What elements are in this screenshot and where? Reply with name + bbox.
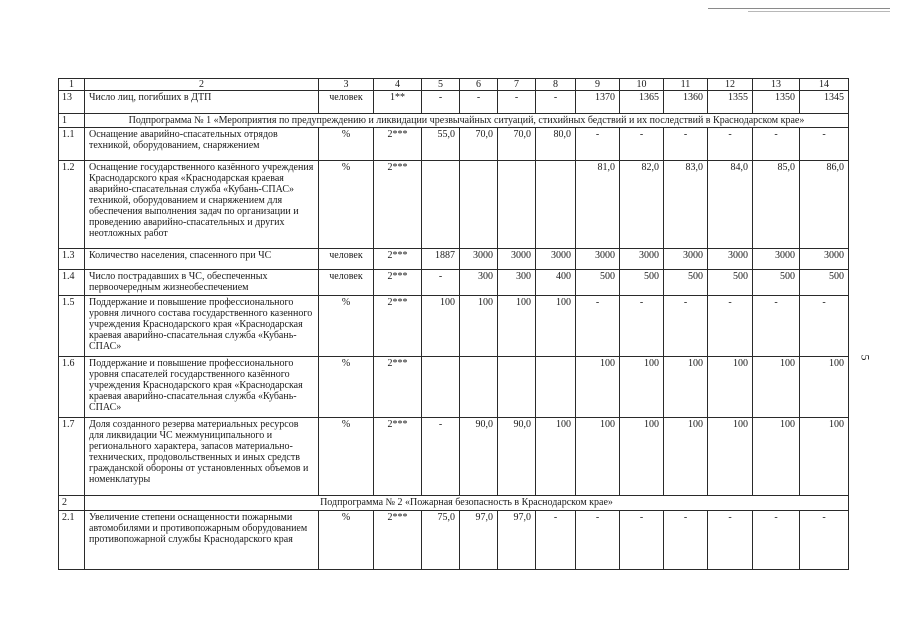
value-cell: 100 (620, 418, 664, 496)
value-cell: - (708, 511, 753, 570)
status-cell: 2*** (374, 128, 422, 161)
value-cell: - (800, 128, 849, 161)
value-cell: 90,0 (498, 418, 536, 496)
row-2-1 (59, 511, 849, 570)
value-cell: 1887 (422, 249, 460, 270)
row-number-cell: 1 (59, 114, 85, 128)
value-cell (498, 161, 536, 249)
value-cell: 100 (422, 296, 460, 357)
value-cell: 100 (664, 357, 708, 418)
value-cell: 100 (536, 296, 576, 357)
page-number: 5 (858, 354, 873, 361)
row-1-7 (59, 418, 849, 496)
value-cell: 300 (498, 270, 536, 296)
header-cell: 11 (664, 79, 708, 91)
value-cell: 3000 (460, 249, 498, 270)
unit-cell: % (319, 357, 374, 418)
row-number-cell: 1.7 (59, 418, 85, 496)
status-cell: 2*** (374, 270, 422, 296)
status-cell: 2*** (374, 418, 422, 496)
value-cell: 100 (800, 418, 849, 496)
value-cell: 100 (536, 418, 576, 496)
indicator-name-cell: Увеличение степени оснащенности пожарными автомобилями и противопожарным оборудованием противопожарной службы Краснодарского края (85, 511, 319, 570)
row-1-4 (59, 270, 849, 296)
value-cell: 82,0 (620, 161, 664, 249)
row-number-cell: 1.5 (59, 296, 85, 357)
value-cell: - (576, 128, 620, 161)
indicator-name-cell: Поддержание и повышение профессионального уровня спасателей государственного казённого учреждения Краснодарского края «Краснодарская краевая аварийно-спасательная служба «Кубань-СПАС» (85, 357, 319, 418)
row-number-cell: 1.3 (59, 249, 85, 270)
value-cell: 3000 (664, 249, 708, 270)
value-cell: - (800, 511, 849, 570)
value-cell (498, 357, 536, 418)
value-cell: - (620, 128, 664, 161)
value-cell: - (753, 296, 800, 357)
value-cell: 3000 (536, 249, 576, 270)
status-cell: 1** (374, 91, 422, 114)
value-cell: - (536, 91, 576, 114)
value-cell: 83,0 (664, 161, 708, 249)
value-cell: - (664, 511, 708, 570)
header-row (59, 79, 849, 91)
row-number-cell: 1.6 (59, 357, 85, 418)
table-body (59, 79, 849, 570)
indicator-name-cell: Оснащение аварийно-спасательных отрядов техникой, оборудованием, снаряжением (85, 128, 319, 161)
unit-cell: % (319, 296, 374, 357)
value-cell: 70,0 (460, 128, 498, 161)
row-number-cell: 2 (59, 496, 85, 511)
value-cell: 100 (460, 296, 498, 357)
value-cell: 100 (753, 357, 800, 418)
value-cell: 500 (800, 270, 849, 296)
value-cell: - (800, 296, 849, 357)
header-cell: 4 (374, 79, 422, 91)
header-cell: 14 (800, 79, 849, 91)
value-cell: 1350 (753, 91, 800, 114)
value-cell: 500 (664, 270, 708, 296)
value-cell: 1345 (800, 91, 849, 114)
row-1-6 (59, 357, 849, 418)
header-cell: 6 (460, 79, 498, 91)
value-cell: - (422, 418, 460, 496)
value-cell: - (536, 511, 576, 570)
value-cell: 100 (800, 357, 849, 418)
row-1-1 (59, 128, 849, 161)
value-cell: 3000 (753, 249, 800, 270)
value-cell (460, 161, 498, 249)
value-cell: 1355 (708, 91, 753, 114)
indicator-name-cell: Поддержание и повышение профессионального уровня личного состава государственного казенного учреждения Краснодарского края «Краснодарская краевая аварийно-спасательная служба «Кубань-СПАС» (85, 296, 319, 357)
value-cell: - (664, 128, 708, 161)
header-cell: 8 (536, 79, 576, 91)
value-cell: 500 (708, 270, 753, 296)
subprogram-title: Подпрограмма № 1 «Мероприятия по предупреждению и ликвидации чрезвычайных ситуаций, стихийных бедствий и их последствий в Краснодарском крае» (85, 114, 849, 128)
value-cell: 500 (753, 270, 800, 296)
value-cell: 1360 (664, 91, 708, 114)
value-cell: 85,0 (753, 161, 800, 249)
value-cell: 100 (498, 296, 536, 357)
status-cell: 2*** (374, 249, 422, 270)
subprogram-title: Подпрограмма № 2 «Пожарная безопасность в Краснодарском крае» (85, 496, 849, 511)
row-number-cell: 1.4 (59, 270, 85, 296)
header-cell: 3 (319, 79, 374, 91)
value-cell: 3000 (576, 249, 620, 270)
value-cell: 1370 (576, 91, 620, 114)
value-cell: - (753, 128, 800, 161)
status-cell: 2*** (374, 296, 422, 357)
value-cell: - (620, 511, 664, 570)
indicator-name-cell: Число пострадавших в ЧС, обеспеченных первоочередным жизнеобеспечением (85, 270, 319, 296)
value-cell: - (576, 296, 620, 357)
header-cell: 7 (498, 79, 536, 91)
value-cell: 90,0 (460, 418, 498, 496)
value-cell: 500 (576, 270, 620, 296)
value-cell: 86,0 (800, 161, 849, 249)
indicators-table (58, 78, 849, 570)
unit-cell: человек (319, 249, 374, 270)
value-cell: 100 (708, 357, 753, 418)
value-cell: - (708, 296, 753, 357)
header-cell: 2 (85, 79, 319, 91)
value-cell: 75,0 (422, 511, 460, 570)
value-cell (536, 357, 576, 418)
value-cell: 100 (620, 357, 664, 418)
value-cell: - (753, 511, 800, 570)
value-cell: 97,0 (498, 511, 536, 570)
status-cell: 2*** (374, 511, 422, 570)
row-1-3 (59, 249, 849, 270)
value-cell (536, 161, 576, 249)
value-cell: - (708, 128, 753, 161)
top-rule-line (708, 8, 890, 9)
value-cell: 97,0 (460, 511, 498, 570)
row-number-cell: 2.1 (59, 511, 85, 570)
indicator-name-cell: Доля созданного резерва материальных ресурсов для ликвидации ЧС межмуниципального и регионального характера, запасов материально-технических, продовольственных и иных средств гражданской обороны от установленных объемов и номенклатуры (85, 418, 319, 496)
value-cell: 3000 (498, 249, 536, 270)
row-1-5 (59, 296, 849, 357)
value-cell: - (422, 270, 460, 296)
row-number-cell: 1.1 (59, 128, 85, 161)
value-cell: - (498, 91, 536, 114)
unit-cell: человек (319, 270, 374, 296)
row-subprogram-1 (59, 114, 849, 128)
indicator-name-cell: Количество населения, спасенного при ЧС (85, 249, 319, 270)
header-cell: 9 (576, 79, 620, 91)
value-cell (422, 357, 460, 418)
value-cell: 300 (460, 270, 498, 296)
row-13 (59, 91, 849, 114)
value-cell: - (664, 296, 708, 357)
value-cell: 70,0 (498, 128, 536, 161)
value-cell: 500 (620, 270, 664, 296)
value-cell: - (422, 91, 460, 114)
value-cell: 100 (576, 357, 620, 418)
value-cell: 100 (664, 418, 708, 496)
status-cell: 2*** (374, 161, 422, 249)
header-cell: 5 (422, 79, 460, 91)
unit-cell: % (319, 161, 374, 249)
value-cell: 100 (576, 418, 620, 496)
unit-cell: % (319, 418, 374, 496)
header-cell: 1 (59, 79, 85, 91)
unit-cell: человек (319, 91, 374, 114)
row-1-2 (59, 161, 849, 249)
header-cell: 10 (620, 79, 664, 91)
value-cell: 84,0 (708, 161, 753, 249)
value-cell (422, 161, 460, 249)
unit-cell: % (319, 128, 374, 161)
row-number-cell: 1.2 (59, 161, 85, 249)
value-cell: - (620, 296, 664, 357)
unit-cell: % (319, 511, 374, 570)
header-cell: 13 (753, 79, 800, 91)
value-cell: 100 (708, 418, 753, 496)
value-cell: 55,0 (422, 128, 460, 161)
value-cell: 80,0 (536, 128, 576, 161)
indicator-name-cell: Оснащение государственного казённого учреждения Краснодарского края «Краснодарская краевая аварийно-спасательная служба «Кубань-СПАС» техникой, оборудованием и снаряжением для обеспечения выполнения задач по организации и проведению аварийно-спасательных и других неотложных работ (85, 161, 319, 249)
indicator-name-cell: Число лиц, погибших в ДТП (85, 91, 319, 114)
value-cell (460, 357, 498, 418)
value-cell: 1365 (620, 91, 664, 114)
status-cell: 2*** (374, 357, 422, 418)
value-cell: 100 (753, 418, 800, 496)
value-cell: - (460, 91, 498, 114)
value-cell: - (576, 511, 620, 570)
top-rule-line (748, 11, 890, 12)
value-cell: 3000 (708, 249, 753, 270)
row-number-cell: 13 (59, 91, 85, 114)
value-cell: 3000 (620, 249, 664, 270)
header-cell: 12 (708, 79, 753, 91)
value-cell: 3000 (800, 249, 849, 270)
value-cell: 400 (536, 270, 576, 296)
row-subprogram-2 (59, 496, 849, 511)
value-cell: 81,0 (576, 161, 620, 249)
